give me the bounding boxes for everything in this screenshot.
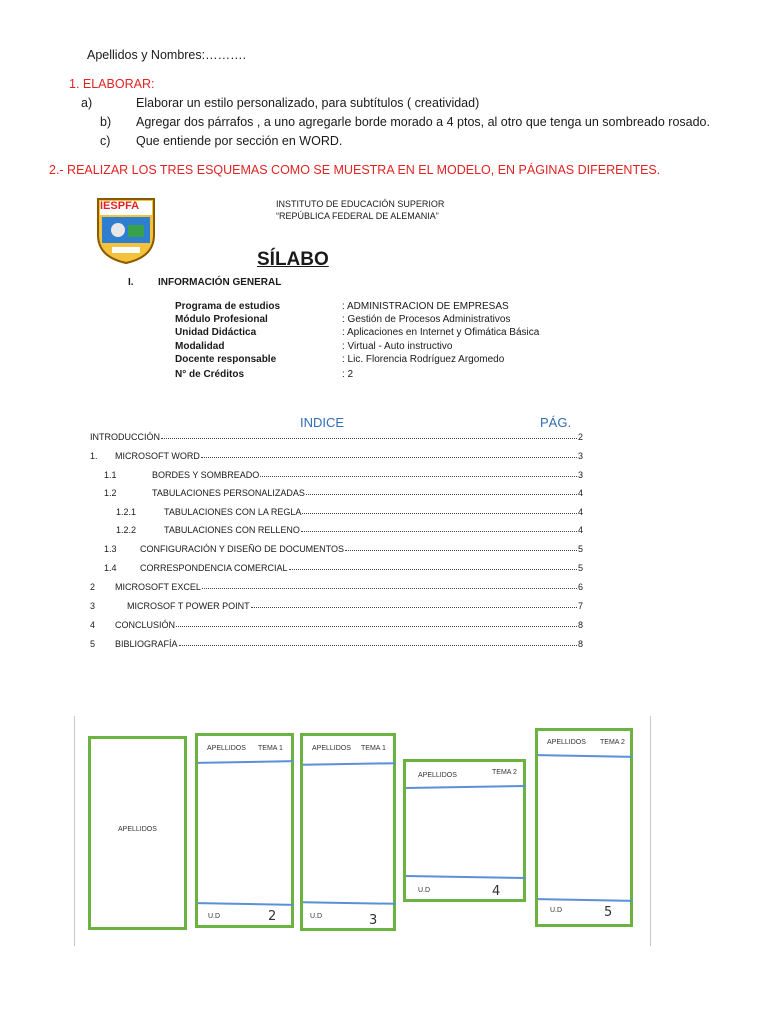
toc-page: 3 — [577, 451, 583, 461]
names-label: Apellidos y Nombres:………. — [87, 48, 247, 62]
toc-number: 2 — [90, 582, 96, 592]
header-right: TEMA 1 — [258, 745, 283, 752]
toc-number: 1.2.1 — [116, 507, 137, 517]
toc-number: 1.2 — [104, 488, 117, 498]
toc-number: 1. — [90, 451, 98, 461]
toc-number: 3 — [90, 601, 96, 611]
page-box-2 — [300, 733, 396, 931]
toc-page: 5 — [577, 544, 583, 554]
toc-title: INTRODUCCIÓN — [90, 432, 160, 442]
toc-leader — [176, 625, 577, 627]
header-line — [406, 785, 526, 789]
toc-page: 6 — [577, 582, 583, 592]
toc-number: 1.1 — [104, 470, 117, 480]
toc-leader — [302, 512, 577, 514]
header-right: TEMA 2 — [492, 769, 517, 776]
section1-heading: 1. ELABORAR: — [69, 77, 155, 91]
toc-leader — [202, 587, 577, 589]
toc-page: 4 — [577, 507, 583, 517]
info-value: : ADMINISTRACION DE EMPRESAS — [342, 301, 509, 312]
toc-entry — [90, 470, 583, 480]
toc-page: 7 — [577, 601, 583, 611]
toc-page: 4 — [577, 525, 583, 535]
toc-title: TABULACIONES CON LA REGLA — [164, 507, 302, 517]
footer-left: U.D — [418, 887, 431, 894]
item-b-marker: b) — [100, 115, 112, 129]
toc-title: CORRESPONDENCIA COMERCIAL — [140, 563, 288, 573]
toc-page: 8 — [577, 639, 583, 649]
index-title: INDICE — [300, 415, 345, 430]
logo-text: IESPFA — [100, 200, 140, 212]
header-left: APELLIDOS — [418, 772, 457, 779]
toc-number: 1.4 — [104, 563, 117, 573]
toc-title: MICROSOFT WORD — [115, 451, 200, 461]
toc-leader — [179, 644, 577, 646]
toc-page: 5 — [577, 563, 583, 573]
info-label: Programa de estudios — [175, 301, 281, 312]
institute-line1: INSTITUTO DE EDUCACIÓN SUPERIOR — [276, 199, 445, 209]
page-number: 3 — [369, 913, 378, 928]
page-number: 5 — [604, 905, 613, 920]
footer-line — [198, 902, 294, 905]
info-value: : Virtual - Auto instructivo — [342, 341, 453, 352]
toc-title: MICROSOFT EXCEL — [115, 582, 201, 592]
info-value: : Lic. Florencia Rodríguez Argomedo — [342, 354, 505, 365]
item-a-marker: a) — [81, 96, 93, 110]
institute-line2: “REPÚBLICA FEDERAL DE ALEMANIA” — [276, 211, 439, 221]
cover-page-box — [88, 736, 187, 930]
toc-leader — [161, 437, 577, 439]
item-b-text: Agregar dos párrafos , a uno agregarle borde morado a 4 ptos, al otro que tenga un sombreado rosado. — [136, 115, 710, 129]
toc-leader — [289, 568, 577, 570]
info-section-number: I. — [128, 277, 134, 288]
page-number: 4 — [492, 884, 501, 899]
info-label: Módulo Profesional — [175, 314, 268, 325]
toc-entry — [90, 488, 583, 498]
toc-number: 1.3 — [104, 544, 117, 554]
header-right: TEMA 2 — [600, 739, 625, 746]
header-line — [538, 754, 633, 757]
toc-title: CONFIGURACIÓN Y DISEÑO DE DOCUMENTOS — [140, 544, 345, 554]
toc-entry — [90, 432, 583, 442]
toc-page: 2 — [577, 432, 583, 442]
info-label: Unidad Didáctica — [175, 327, 257, 338]
toc-leader — [306, 493, 577, 495]
toc-entry — [90, 525, 583, 535]
toc-title: BIBLIOGRAFÍA — [115, 639, 178, 649]
page-number: 2 — [268, 909, 277, 924]
toc-entry — [90, 507, 583, 517]
toc-entry — [90, 544, 583, 554]
info-section-title: INFORMACIÓN GENERAL — [158, 277, 282, 288]
toc-number: 1.2.2 — [116, 525, 137, 535]
toc-page: 3 — [577, 470, 583, 480]
toc-page: 8 — [577, 620, 583, 630]
header-right: TEMA 1 — [361, 745, 386, 752]
cover-label: APELLIDOS — [118, 826, 157, 833]
index-page-header: PÁG. — [540, 415, 572, 430]
frame-edge-right — [650, 716, 651, 946]
info-label: Docente responsable — [175, 354, 277, 365]
header-left: APELLIDOS — [207, 745, 246, 752]
page-box-3 — [403, 759, 526, 902]
toc-title: MICROSOF T POWER POINT — [127, 601, 250, 611]
toc-leader — [301, 530, 577, 532]
item-c-marker: c) — [100, 134, 111, 148]
toc-entry — [90, 451, 583, 461]
toc-entry — [90, 639, 583, 649]
item-a-text: Elaborar un estilo personalizado, para subtítulos ( creatividad) — [136, 96, 480, 110]
footer-left: U.D — [550, 907, 563, 914]
section2-heading: 2.- REALIZAR LOS TRES ESQUEMAS COMO SE MUESTRA EN EL MODELO, EN PÁGINAS DIFERENTES. — [49, 163, 661, 177]
toc-entry — [90, 620, 583, 630]
toc-entry — [90, 601, 583, 611]
toc-page: 4 — [577, 488, 583, 498]
header-line — [303, 762, 396, 765]
info-label: Modalidad — [175, 341, 225, 352]
footer-left: U.D — [208, 913, 221, 920]
info-label: N° de Créditos — [175, 369, 245, 380]
institute-logo — [94, 195, 158, 265]
info-value: : 2 — [342, 369, 354, 380]
toc-title: TABULACIONES PERSONALIZADAS — [152, 488, 305, 498]
toc-leader — [345, 549, 577, 551]
footer-left: U.D — [310, 913, 323, 920]
toc-title: CONCLUSIÓN — [115, 620, 176, 630]
toc-number: 5 — [90, 639, 96, 649]
toc-leader — [201, 456, 577, 458]
header-left: APELLIDOS — [312, 745, 351, 752]
info-value: : Gestión de Procesos Administrativos — [342, 314, 511, 325]
header-left: APELLIDOS — [547, 739, 586, 746]
toc-title: TABULACIONES CON RELLENO — [164, 525, 300, 535]
footer-line — [303, 901, 396, 904]
page-box-4 — [535, 728, 633, 927]
footer-line — [406, 875, 526, 879]
toc-entry — [90, 563, 583, 573]
toc-title: BORDES Y SOMBREADO — [152, 470, 260, 480]
page-box-1 — [195, 733, 294, 928]
toc-entry — [90, 582, 583, 592]
syllabus-title: SÍLABO — [257, 249, 329, 270]
item-c-text: Que entiende por sección en WORD. — [136, 134, 343, 148]
frame-edge-left — [74, 716, 75, 946]
toc-leader — [260, 475, 577, 477]
header-line — [198, 760, 294, 763]
toc-number: 4 — [90, 620, 96, 630]
footer-line — [538, 898, 633, 901]
toc-leader — [251, 606, 577, 608]
info-value: : Aplicaciones en Internet y Ofimática Básica — [342, 327, 540, 338]
